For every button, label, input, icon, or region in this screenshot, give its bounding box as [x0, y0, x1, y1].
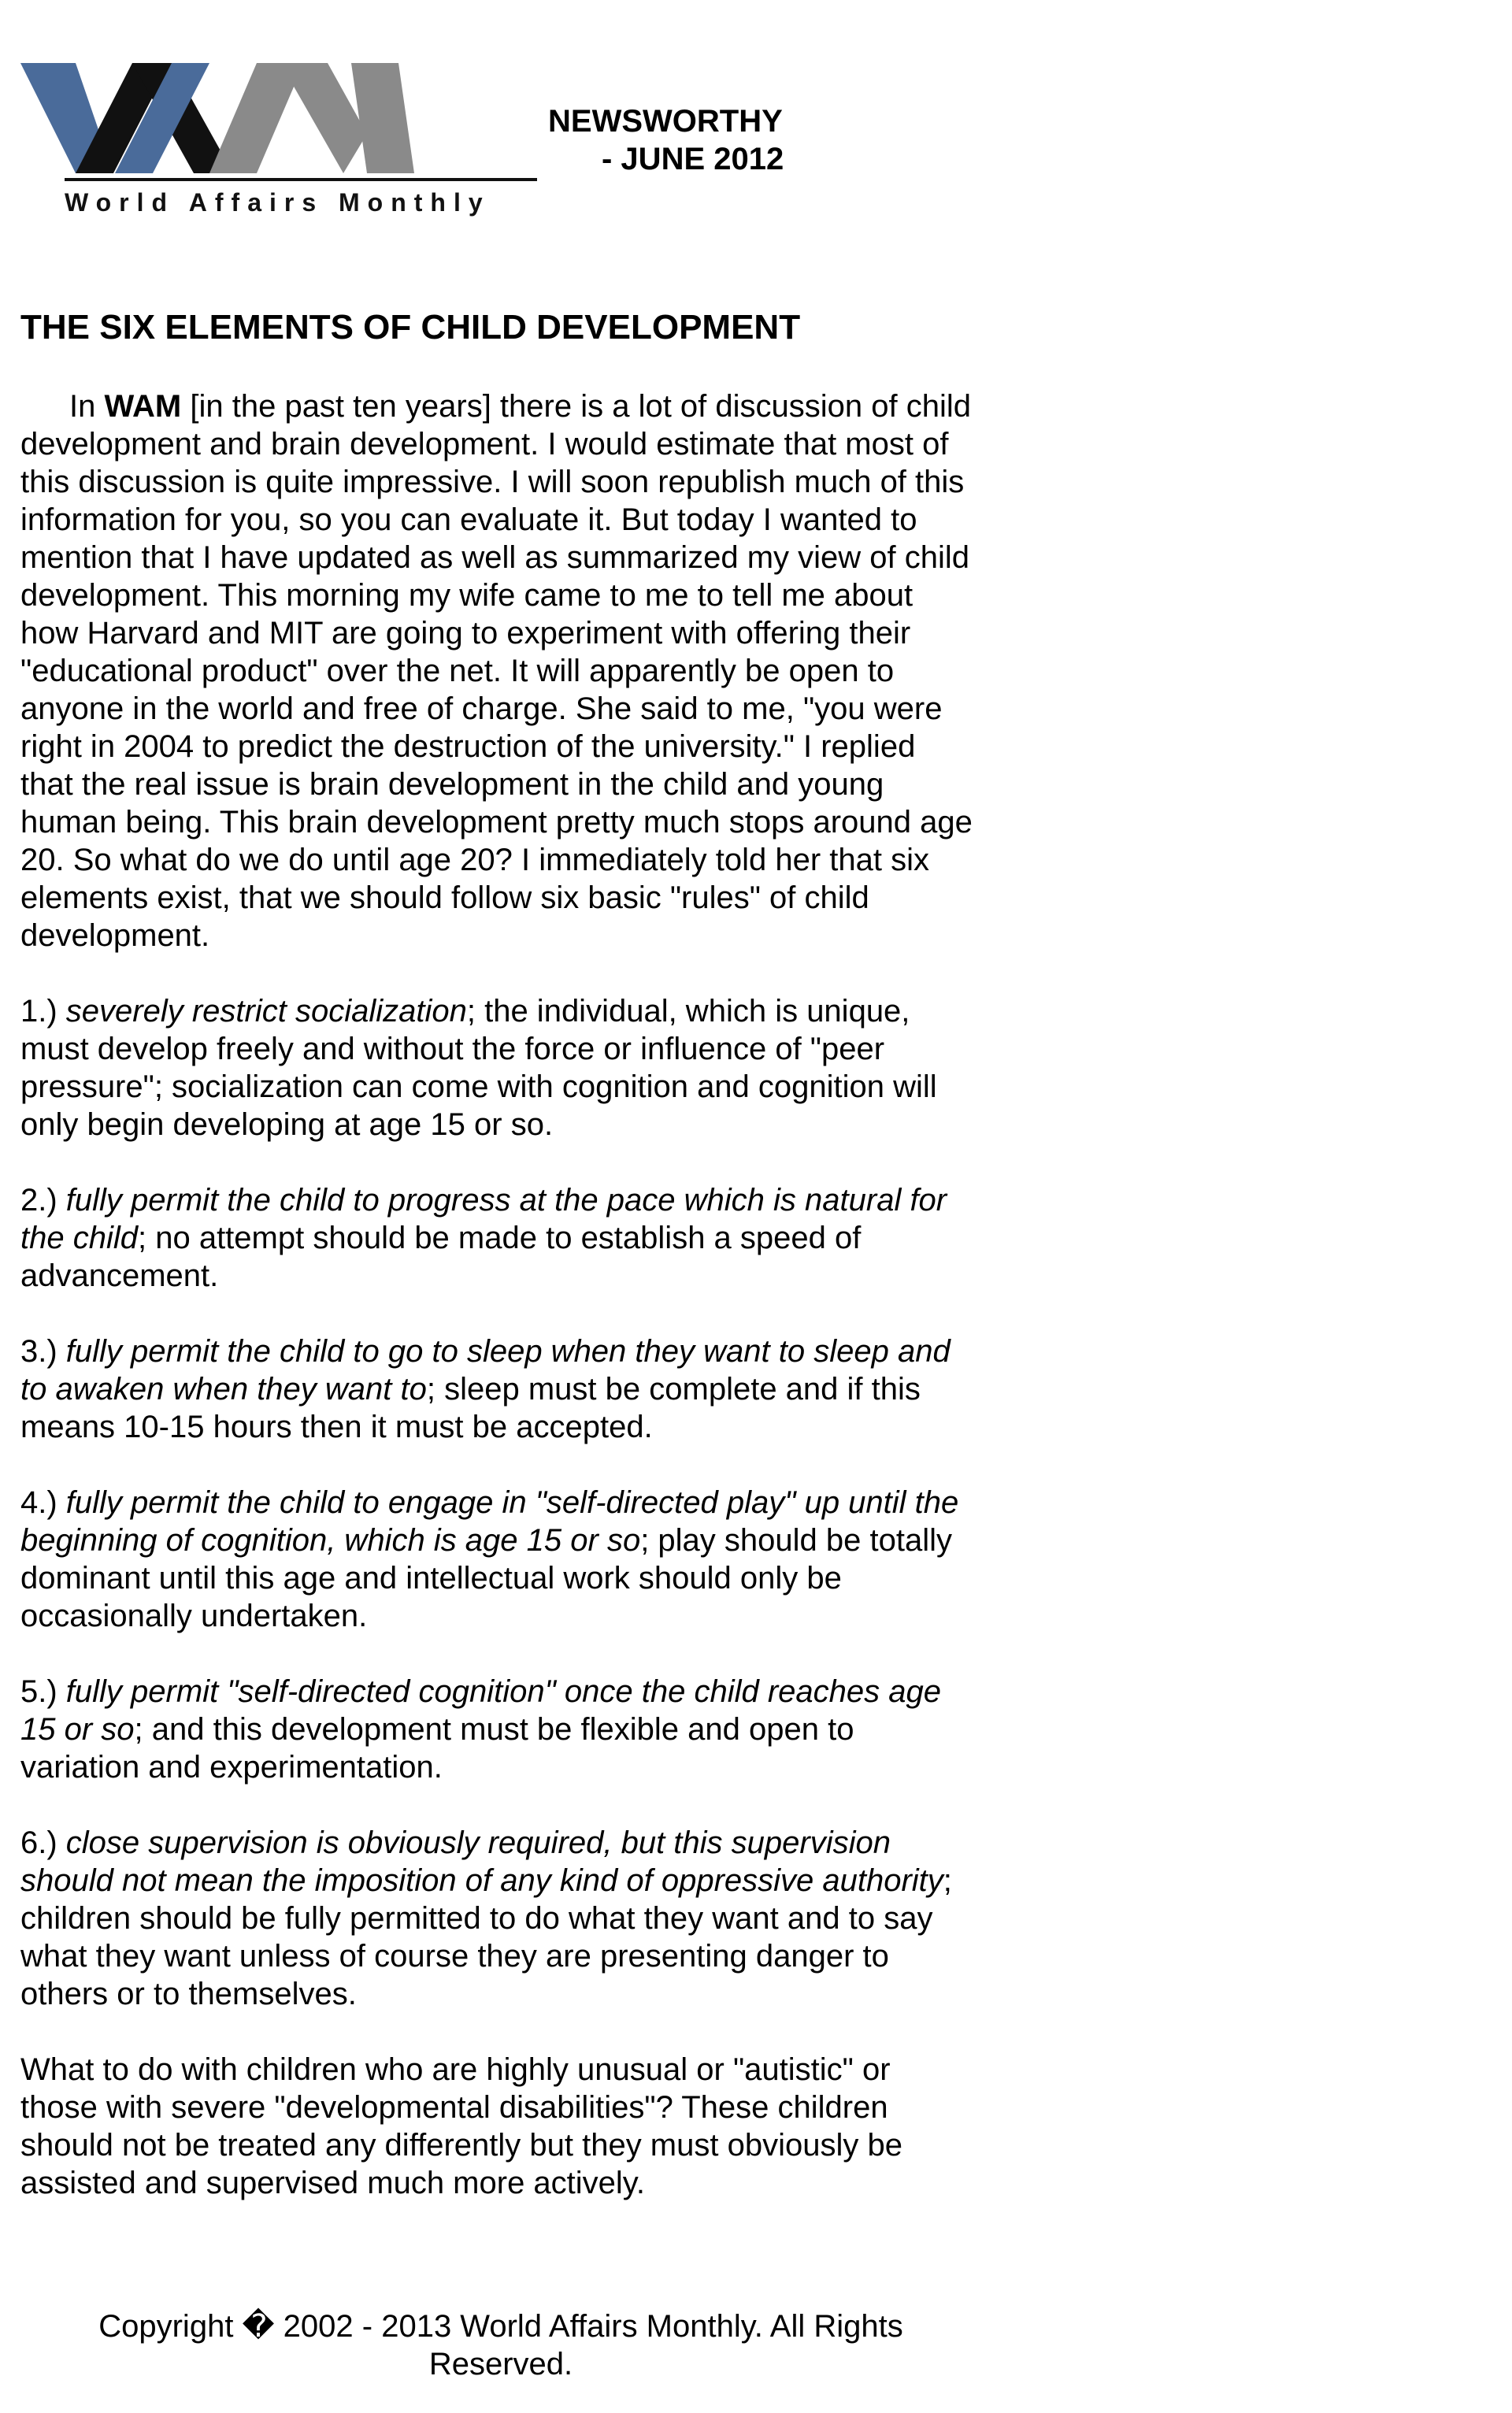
element-1: [20, 992, 973, 1143]
element-rule: fully permit "self-directed cognition" once the child reaches age 15 or so: [20, 1674, 942, 1747]
copyright-notice: Copyright � 2002 - 2013 World Affairs Monthly. All Rights Reserved.: [98, 2309, 903, 2381]
element-text: ; sleep must be complete and if this means 10-15 hours then it must be accepted.: [20, 1372, 921, 1444]
element-number: 4.): [20, 1485, 66, 1520]
element-rule: fully permit the child to engage in "self-directed play" up until the beginning of cognition, which is age 15 or so: [20, 1485, 959, 1558]
element-rule: fully permit the child to progress at the pace which is natural for the child: [20, 1183, 947, 1255]
element-text: ; the individual, which is unique, must develop freely and without the force or influence of "peer pressure"; socialization can come with cognition and cognition will only begin developing at age 15 or so.: [20, 994, 937, 1142]
element-rule: fully permit the child to go to sleep when they want to sleep and to awaken when they want to: [20, 1334, 951, 1407]
element-number: 5.): [20, 1674, 66, 1709]
element-number: 6.): [20, 1826, 66, 1860]
element-2: [20, 1181, 973, 1295]
element-4: [20, 1484, 973, 1635]
masthead: [20, 63, 965, 221]
element-rule: close supervision is obviously required, but this supervision should not mean the imposition of any kind of oppressive authority: [20, 1826, 943, 1898]
wam-logo: [20, 63, 540, 221]
element-number: 3.): [20, 1334, 66, 1369]
issue-label: [548, 102, 800, 178]
element-rule: severely restrict socialization: [65, 994, 467, 1029]
intro-lead: In: [69, 389, 105, 424]
closing-paragraph: What to do with children who are highly unusual or "autistic" or those with severe "developmental disabilities"? These children should not be treated any differently but they must obviously be assisted and supervised much more actively.: [20, 2052, 902, 2200]
article-body: [20, 387, 973, 2240]
issue-date: - JUNE 2012: [602, 142, 784, 176]
logo-wordmark: World Affairs Monthly: [65, 188, 491, 217]
article-title: THE SIX ELEMENTS OF CHILD DEVELOPMENT: [20, 308, 801, 347]
intro-emphasis: WAM: [104, 389, 182, 424]
element-text: ; and this development must be flexible and open to variation and experimentation.: [20, 1712, 854, 1785]
intro-paragraph: [20, 387, 973, 954]
element-text: ; no attempt should be made to establish a speed of advancement.: [20, 1221, 862, 1293]
section-label: NEWSWORTHY: [548, 104, 783, 139]
element-number: 1.): [20, 994, 66, 1029]
element-5: [20, 1673, 973, 1786]
element-6: [20, 1824, 973, 2013]
intro-text: [in the past ten years] there is a lot of discussion of child development and brain development. I would estimate that most of this discussion is quite impressive. I will soon republish much of this information for you, so you can evaluate it. But today I wanted to mention that I have updated as well as summarized my view of child development. This morning my wife came to me to tell me about how Harvard and MIT are going to experiment with offering their "educational product" over the net. It will apparently be open to anyone in the world and free of charge. She said to me, "you were right in 2004 to predict the destruction of the university." I replied that the real issue is brain development in the child and young human being. This brain development pretty much stops around age 20. So what do we do until age 20? I immediately told her that six elements exist, that we should follow six basic "rules" of child development.: [20, 389, 973, 953]
element-3: [20, 1333, 973, 1446]
element-text: ; play should be totally dominant until this age and intellectual work should only be occasionally undertaken.: [20, 1523, 952, 1633]
element-text: ; children should be fully permitted to do what they want and to say what they want unless of course they are presenting danger to others or to themselves.: [20, 1863, 952, 2011]
element-number: 2.): [20, 1183, 66, 1218]
